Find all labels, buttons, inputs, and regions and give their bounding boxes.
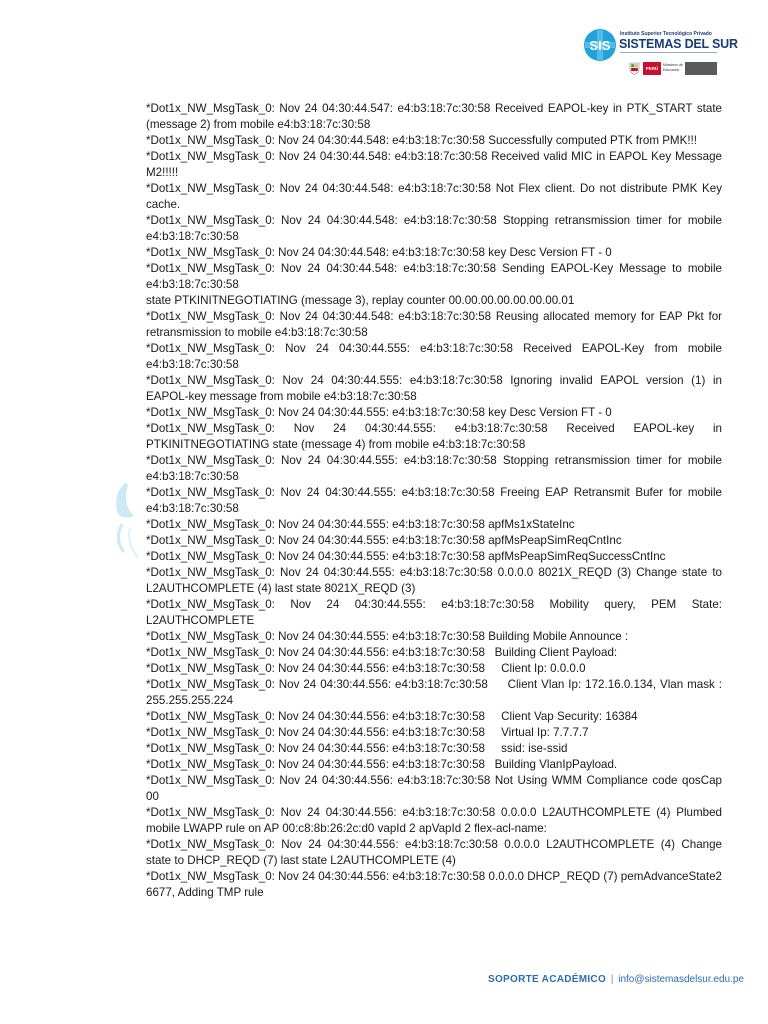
log-line: *Dot1x_NW_MsgTask_0: Nov 24 04:30:44.548: e4:b3:18:7c:30:58 Successfully computed PTK from PMK!!! <box>146 134 697 147</box>
log-line: *Dot1x_NW_MsgTask_0: Nov 24 04:30:44.556: e4:b3:18:7c:30:58 Virtual Ip: 7.7.7.7 <box>146 726 589 739</box>
footer-separator: | <box>610 974 614 985</box>
brand-name: SISTEMAS DEL SUR <box>619 37 738 51</box>
log-line: *Dot1x_NW_MsgTask_0: Nov 24 04:30:44.556: e4:b3:18:7c:30:58 Building VlanIpPayload. <box>146 758 618 771</box>
log-line: *Dot1x_NW_MsgTask_0: Nov 24 04:30:44.548: e4:b3:18:7c:30:58 Reusing allocated memory for EAP Pkt for retransmission to mobile e4:b3:18:7c:30:58 <box>146 310 722 339</box>
log-line: *Dot1x_NW_MsgTask_0: Nov 24 04:30:44.548: e4:b3:18:7c:30:58 Sending EAPOL-Key Message to mobile e4:b3:18:7c:30:58 <box>146 262 722 291</box>
log-line: *Dot1x_NW_MsgTask_0: Nov 24 04:30:44.555: e4:b3:18:7c:30:58 apfMsPeapSimReqSuccessCntInc <box>146 550 666 563</box>
log-line: *Dot1x_NW_MsgTask_0: Nov 24 04:30:44.556: e4:b3:18:7c:30:58 0.0.0.0 DHCP_REQD (7) pemAdvanceState2 6677, Adding TMP rule <box>146 870 722 899</box>
log-line: *Dot1x_NW_MsgTask_0: Nov 24 04:30:44.556: e4:b3:18:7c:30:58 Building Client Payload: <box>146 646 618 659</box>
log-line: *Dot1x_NW_MsgTask_0: Nov 24 04:30:44.555: e4:b3:18:7c:30:58 Stopping retransmission timer for mobile e4:b3:18:7c:30:58 <box>146 454 722 483</box>
log-line: *Dot1x_NW_MsgTask_0: Nov 24 04:30:44.555: e4:b3:18:7c:30:58 Freeing EAP Retransmit Bufer for mobile e4:b3:18:7c:30:58 <box>146 486 722 515</box>
coat-of-arms-icon <box>629 62 640 75</box>
ministry-label: Ministerio de Educación <box>663 63 683 72</box>
debug-log <box>146 101 726 901</box>
log-line: *Dot1x_NW_MsgTask_0: Nov 24 04:30:44.548: e4:b3:18:7c:30:58 Stopping retransmission timer for mobile e4:b3:18:7c:30:58 <box>146 214 722 243</box>
log-line: *Dot1x_NW_MsgTask_0: Nov 24 04:30:44.548: e4:b3:18:7c:30:58 key Desc Version FT - 0 <box>146 246 612 259</box>
log-line: *Dot1x_NW_MsgTask_0: Nov 24 04:30:44.556: e4:b3:18:7c:30:58 Not Using WMM Compliance code qosCap 00 <box>146 774 722 803</box>
log-line: state PTKINITNEGOTIATING (message 3), replay counter 00.00.00.00.00.00.00.01 <box>146 294 575 307</box>
log-line: *Dot1x_NW_MsgTask_0: Nov 24 04:30:44.548: e4:b3:18:7c:30:58 Received valid MIC in EAPOL Key Message M2!!!!! <box>146 150 722 179</box>
log-line: *Dot1x_NW_MsgTask_0: Nov 24 04:30:44.556: e4:b3:18:7c:30:58 Client Vlan Ip: 172.16.0.134, Vlan mask : 255.255.255.224 <box>146 678 726 707</box>
logo-divider <box>620 52 717 53</box>
log-line: *Dot1x_NW_MsgTask_0: Nov 24 04:30:44.556: e4:b3:18:7c:30:58 Client Ip: 0.0.0.0 <box>146 662 586 675</box>
page-footer <box>488 974 744 985</box>
institute-type-text: Instituto Superior Tecnológico Privado <box>620 31 712 37</box>
log-line: *Dot1x_NW_MsgTask_0: Nov 24 04:30:44.555: e4:b3:18:7c:30:58 Received EAPOL-Key from mobile e4:b3:18:7c:30:58 <box>146 342 722 371</box>
log-line: *Dot1x_NW_MsgTask_0: Nov 24 04:30:44.556: e4:b3:18:7c:30:58 ssid: ise-ssid <box>146 742 568 755</box>
ministry-badge <box>629 62 717 76</box>
log-line: *Dot1x_NW_MsgTask_0: Nov 24 04:30:44.555: e4:b3:18:7c:30:58 Mobility query, PEM State: L2AUTHCOMPLETE <box>146 598 722 627</box>
svg-text:SIS: SIS <box>589 38 611 53</box>
log-line: *Dot1x_NW_MsgTask_0: Nov 24 04:30:44.555: e4:b3:18:7c:30:58 Received EAPOL-key in PTKINITNEGOTIATING state (message 4) from mobile e4:b3:18:7c:30:58 <box>146 422 722 451</box>
log-line: *Dot1x_NW_MsgTask_0: Nov 24 04:30:44.555: e4:b3:18:7c:30:58 Building Mobile Announce : <box>146 630 629 643</box>
ministry-bar <box>685 62 717 75</box>
log-line: *Dot1x_NW_MsgTask_0: Nov 24 04:30:44.555: e4:b3:18:7c:30:58 apfMsPeapSimReqCntInc <box>146 534 622 547</box>
footer-label: SOPORTE ACADÉMICO <box>487 974 607 985</box>
log-line: *Dot1x_NW_MsgTask_0: Nov 24 04:30:44.556: e4:b3:18:7c:30:58 Client Vap Security: 16384 <box>146 710 638 723</box>
log-line: *Dot1x_NW_MsgTask_0: Nov 24 04:30:44.555: e4:b3:18:7c:30:58 Ignoring invalid EAPOL version (1) in EAPOL-key message from mobile e4:b3:18:7c:30:58 <box>146 374 722 403</box>
log-line: *Dot1x_NW_MsgTask_0: Nov 24 04:30:44.555: e4:b3:18:7c:30:58 0.0.0.0 8021X_REQD (3) Change state to L2AUTHCOMPLETE (4) last state 8021X_REQD (3) <box>146 566 722 595</box>
log-line: *Dot1x_NW_MsgTask_0: Nov 24 04:30:44.556: e4:b3:18:7c:30:58 0.0.0.0 L2AUTHCOMPLETE (4) Plumbed mobile LWAPP rule on AP 00:c8:8b:26:2c:d0 vapId 2 apVapId 2 flex-acl-name: <box>146 806 722 835</box>
institute-logo <box>583 28 738 80</box>
log-line: *Dot1x_NW_MsgTask_0: Nov 24 04:30:44.547: e4:b3:18:7c:30:58 Received EAPOL-key in PTK_START state (message 2) from mobile e4:b3:18:7c:30:58 <box>146 102 722 131</box>
peru-label: PERÚ <box>643 62 661 75</box>
sis-logo-icon <box>583 28 617 62</box>
log-line: *Dot1x_NW_MsgTask_0: Nov 24 04:30:44.548: e4:b3:18:7c:30:58 Not Flex client. Do not distribute PMK Key cache. <box>146 182 722 211</box>
log-line: *Dot1x_NW_MsgTask_0: Nov 24 04:30:44.555: e4:b3:18:7c:30:58 key Desc Version FT - 0 <box>146 406 612 419</box>
log-line: *Dot1x_NW_MsgTask_0: Nov 24 04:30:44.555: e4:b3:18:7c:30:58 apfMs1xStateInc <box>146 518 575 531</box>
log-line: *Dot1x_NW_MsgTask_0: Nov 24 04:30:44.556: e4:b3:18:7c:30:58 0.0.0.0 L2AUTHCOMPLETE (4) Change state to DHCP_REQD (7) last state L2AUTHCOMPLETE (4) <box>146 838 722 867</box>
footer-email: info@sistemasdelsur.edu.pe <box>618 974 744 985</box>
